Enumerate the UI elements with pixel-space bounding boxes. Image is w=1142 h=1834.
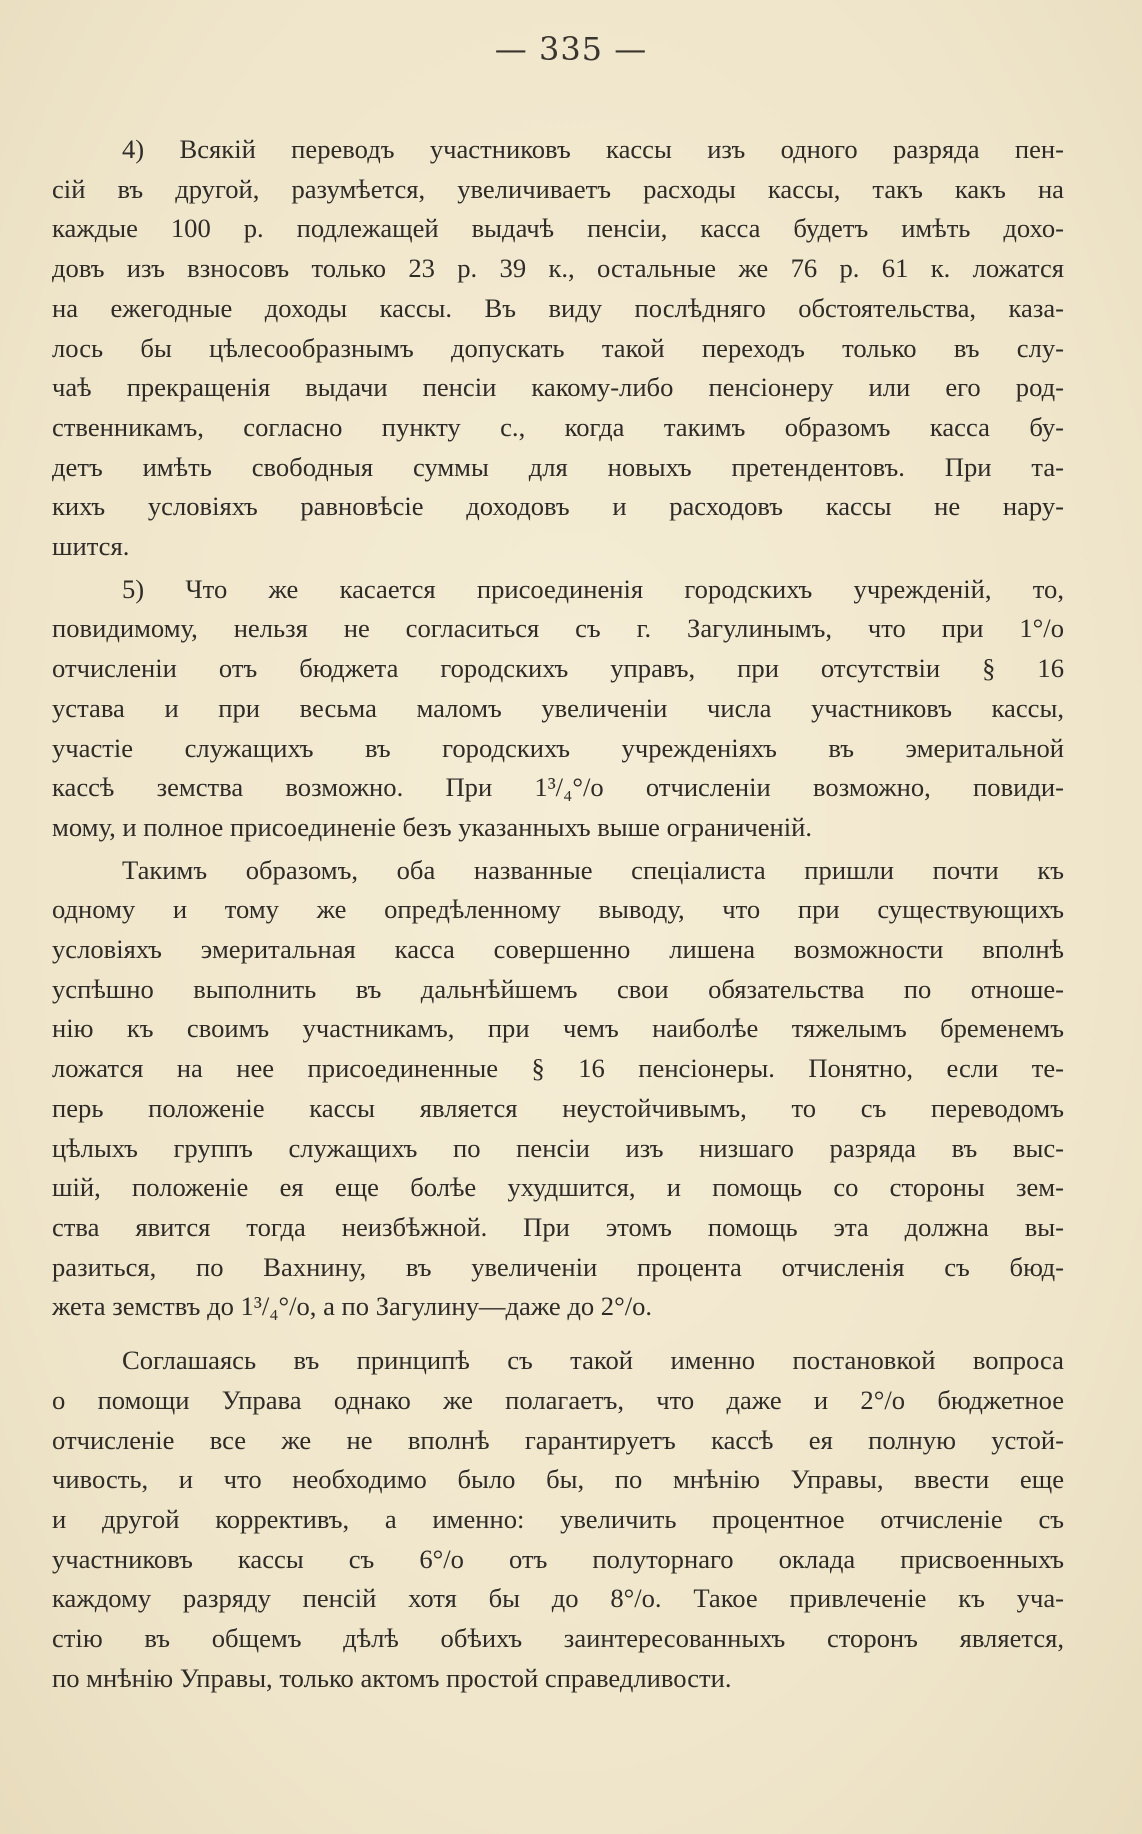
page-number: — 335 — — [494, 30, 648, 68]
text-line: каждому разряду пенсій хотя бы до 8°/о. Такое привлеченіе къ уча- — [52, 1583, 1064, 1614]
text-line: шій, положеніе ея еще болѣе ухудшится, и помощь со стороны зем- — [52, 1172, 1064, 1203]
text-line: повидимому, нельзя не согласиться съ г. Загулинымъ, что при 1°/о — [52, 613, 1064, 644]
text-line: довъ изъ взносовъ только 23 р. 39 к., остальные же 76 р. 61 к. ложатся — [52, 253, 1064, 284]
text-line: отчисленіи отъ бюджета городскихъ управъ, при отсутствіи § 16 — [52, 653, 1064, 684]
text-line: ственникамъ, согласно пункту с., когда такимъ образомъ касса бу- — [52, 411, 1064, 442]
text-line: каждые 100 р. подлежащей выдачѣ пенсіи, касса будетъ имѣть дохо- — [52, 213, 1064, 244]
text-line: успѣшно выполнить въ дальнѣйшемъ свои обязательства по отноше- — [52, 973, 1064, 1004]
text-line: участниковъ кассы съ 6°/о отъ полуторнаго оклада присвоенныхъ — [52, 1543, 1064, 1574]
text-line: кихъ условіяхъ равновѣсіе доходовъ и расходовъ кассы не нару- — [52, 491, 1064, 522]
paragraph-conclusion — [52, 851, 1064, 1327]
text-line: детъ имѣть свободныя суммы для новыхъ претендентовъ. При та- — [52, 451, 1064, 482]
text-line: сій въ другой, разумѣется, увеличиваетъ расходы кассы, такъ какъ на — [52, 173, 1064, 204]
text-line: Такимъ образомъ, оба названные спеціалиста пришли почти къ — [122, 854, 1064, 885]
text-line: условіяхъ эмеритальная касса совершенно лишена возможности вполнѣ — [52, 934, 1064, 965]
text-line: лось бы цѣлесообразнымъ допускать такой переходъ только въ слу- — [52, 332, 1064, 363]
text-line: о помощи Управа однако же полагаетъ, что даже и 2°/о бюджетное — [52, 1384, 1064, 1415]
text-line: нію къ своимъ участникамъ, при чемъ наиболѣе тяжелымъ бременемъ — [52, 1013, 1064, 1044]
text-line: на ежегодные доходы кассы. Въ виду послѣдняго обстоятельства, каза- — [52, 292, 1064, 323]
paragraph-4 — [52, 130, 1064, 567]
text-line: ложатся на нее присоединенные § 16 пенсіонеры. Понятно, если те- — [52, 1053, 1064, 1084]
paragraph-5 — [52, 570, 1064, 848]
paragraph-proposal — [52, 1341, 1064, 1698]
text-line: отчисленіе все же не вполнѣ гарантируетъ кассѣ ея полную устой- — [52, 1424, 1064, 1455]
body-text — [52, 130, 1064, 1698]
text-line: 4) Всякій переводъ участниковъ кассы изъ одного разряда пен- — [122, 134, 1064, 164]
text-line: чивость, и что необходимо было бы, по мнѣнію Управы, ввести еще — [52, 1464, 1064, 1495]
text-line: разиться, по Вахнину, въ увеличеніи процента отчисленія съ бюд- — [52, 1251, 1064, 1282]
text-line: шится. — [52, 531, 130, 562]
text-line: стію въ общемъ дѣлѣ обѣихъ заинтересованныхъ сторонъ является, — [52, 1623, 1064, 1654]
text-line: по мнѣнію Управы, только актомъ простой справедливости. — [52, 1662, 732, 1693]
text-line: 5) Что же касается присоединенія городскихъ учрежденій, то, — [122, 573, 1064, 604]
text-line: перь положеніе кассы является неустойчивымъ, то съ переводомъ — [52, 1092, 1064, 1123]
text-line: чаѣ прекращенія выдачи пенсіи какому-либо пенсіонеру или его род- — [52, 372, 1064, 403]
text-line: участіе служащихъ въ городскихъ учрежденіяхъ въ эмеритальной — [52, 732, 1064, 763]
text-line: жета земствъ до 1³/₄°/о, а по Загулину—даже до 2°/о. — [52, 1291, 653, 1322]
text-line: ства явится тогда неизбѣжной. При этомъ помощь эта должна вы- — [52, 1211, 1064, 1242]
text-line: цѣлыхъ группъ служащихъ по пенсіи изъ низшаго разряда въ выс- — [52, 1132, 1064, 1163]
text-line: кассѣ земства возможно. При 1³/₄°/о отчисленіи возможно, повиди- — [52, 772, 1064, 803]
text-line: одному и тому же опредѣленному выводу, что при существующихъ — [52, 894, 1064, 925]
text-line: и другой коррективъ, а именно: увеличить процентное отчисленіе съ — [52, 1503, 1064, 1534]
text-line: мому, и полное присоединеніе безъ указанныхъ выше ограниченій. — [52, 811, 813, 842]
text-line: Соглашаясь въ принципѣ съ такой именно постановкой вопроса — [122, 1345, 1064, 1376]
text-line: устава и при весьма маломъ увеличеніи числа участниковъ кассы, — [52, 692, 1064, 723]
